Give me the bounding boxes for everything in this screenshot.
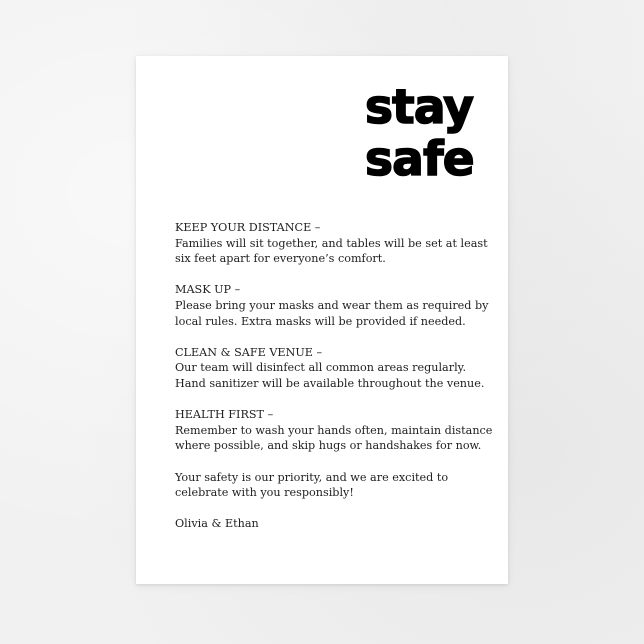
- section-clean-venue: [175, 345, 495, 392]
- section-mask-up: [175, 282, 495, 329]
- headline-line-stay: stay: [365, 80, 474, 135]
- signature: Olivia & Ethan: [175, 517, 259, 531]
- closing-message: Your safety is our priority, and we are excited to celebrate with you responsibly!: [175, 470, 449, 500]
- section-keep-distance: [175, 220, 495, 267]
- section-text: Remember to wash your hands often, maintain distance where possible, and skip hugs or handshakes for now.: [175, 423, 493, 453]
- section-title: CLEAN & SAFE VENUE –: [175, 345, 323, 359]
- section-title: KEEP YOUR DISTANCE –: [175, 221, 321, 234]
- section-title: HEALTH FIRST –: [175, 408, 274, 422]
- section-text: Please bring your masks and wear them as required by local rules. Extra masks will be provided if needed.: [175, 298, 489, 328]
- headline: [365, 82, 474, 186]
- stay-safe-card: [136, 56, 508, 584]
- headline-line-safe: safe: [365, 132, 474, 187]
- section-text: Our team will disinfect all common areas regularly. Hand sanitizer will be available throughout the venue.: [175, 361, 485, 390]
- card-body: [175, 220, 495, 532]
- section-text: Families will sit together, and tables will be set at least six feet apart for everyone’s comfort.: [175, 236, 488, 266]
- section-title: MASK UP –: [175, 283, 241, 297]
- section-health-first: [175, 407, 495, 454]
